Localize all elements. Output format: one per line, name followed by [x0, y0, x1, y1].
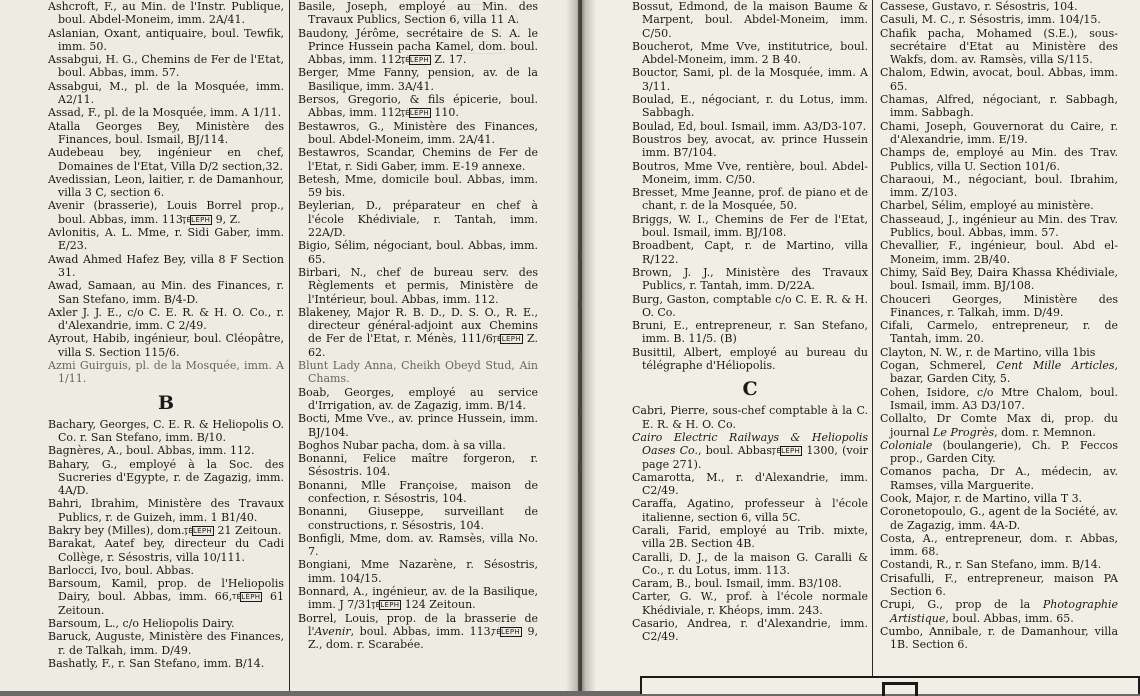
entry-text: Bahri, Ibrahim, Ministère des Travaux Publics, r. de Guizeh, imm. 1 B1/40.: [48, 497, 284, 524]
binding-stitch: [578, 462, 582, 471]
directory-entry: [880, 0, 1118, 13]
entry-text: Comanos pacha, Dr A., médecin, av. Ramses, villa Marguerite.: [880, 465, 1118, 492]
entry-text: Assad, F., pl. de la Mosquée, imm. A 1/11.: [48, 106, 282, 120]
entry-text: Atalla Georges Bey, Ministère des Finances, boul. Ismail, BJ/114.: [48, 119, 284, 146]
entry-text: Assabgui, H. G., Chemins de Fer de l'Etat, boul. Abbas, imm. 57.: [48, 53, 284, 80]
entry-text: Cifali, Carmelo, entrepreneur, r. de Tantah, imm. 20.: [880, 319, 1118, 346]
directory-entry: [298, 173, 538, 200]
entry-text: Boghos Nubar pacha, dom. à sa villa.: [298, 438, 506, 452]
entry-text: Bakry bey (Milles), dom.,: [48, 523, 189, 537]
bottom-advertisement-frame: [640, 676, 1140, 694]
directory-entry: [632, 524, 868, 551]
directory-entry: [880, 598, 1118, 625]
directory-entry: [880, 346, 1118, 359]
directory-entry: [632, 266, 868, 293]
entry-text: Barsoum, Kamil, prop. de l'Heliopolis Dairy, boul. Abbas, imm. 66,: [48, 577, 284, 604]
directory-entry: [632, 133, 868, 160]
entry-text: Blunt Lady Anna, Cheikh Obeyd Stud, Ain Chams.: [298, 359, 538, 386]
entry-text-after: 9, Z.: [212, 212, 241, 226]
directory-entry: [880, 532, 1118, 559]
directory-entry: [298, 27, 538, 67]
entry-text-after: Z. 62.: [308, 332, 538, 359]
column-rule-right: [872, 0, 873, 691]
entry-text: Bresset, Mme Jeanne, prof. de piano et de chant, r. de la Mosquée, 50.: [632, 186, 868, 213]
directory-entry: [48, 657, 284, 670]
directory-entry: [48, 173, 284, 200]
directory-entry: [48, 630, 284, 657]
directory-entry: [48, 524, 284, 537]
entry-text: Betesh, Mme, domicile boul. Abbas, imm. 59 bis.: [298, 172, 538, 200]
entry-text: Baruck, Auguste, Ministère des Finances, r. de Talkah, imm. D/49.: [48, 630, 284, 657]
directory-entry: [298, 146, 538, 173]
entry-text: Borrel, Louis, prop. de la brasserie de l': [298, 611, 538, 638]
entry-text: Chimy, Saïd Bey, Daira Khassa Khédiviale, boul. Ismail, imm. BJ/108.: [880, 265, 1118, 293]
column-3: [632, 0, 868, 691]
entry-text: Coronetopoulo, G., agent de la Société, av. de Zagazig, imm. 4A-D.: [880, 505, 1118, 532]
entry-text: Camarotta, M., r. d'Alexandrie, imm. C2/49.: [632, 470, 868, 498]
entry-text: Cohen, Isidore, c/o Mtre Chalom, boul. Ismail, imm. A3 D3/107.: [880, 385, 1118, 412]
directory-entry: [880, 199, 1118, 212]
entry-text: Birbari, N., chef de bureau serv. des Règlements et permis, Ministère de l'Intérieur, boul. Abbas, imm. 112.: [298, 265, 538, 306]
directory-entry: [48, 279, 284, 306]
directory-entry: [298, 306, 538, 359]
telephone-badge: TÉLÉPH: [492, 335, 521, 344]
directory-entry: [298, 266, 538, 306]
entry-text: Baudony, Jérôme, secrétaire de S. A. le Prince Hussein pacha Kamel, dom. boul. Abbas, imm. 112,: [298, 26, 538, 67]
directory-entry: [632, 497, 868, 524]
entry-text: Chamas, Alfred, négociant, r. Sabbagh, imm. Sabbagh.: [880, 93, 1118, 120]
column-rule-left: [289, 0, 290, 691]
entry-text: Awad Ahmed Hafez Bey, villa 8 F Section 31.: [48, 252, 284, 279]
entry-text-after: 124 Zeitoun.: [401, 598, 476, 612]
entry-text-after: 61 Zeitoun.: [58, 590, 284, 617]
entry-text-after: 1300, (voir page 271).: [642, 444, 868, 471]
telephone-badge: TÉLÉPH: [400, 56, 429, 65]
entry-text: Barakat, Aatef bey, directeur du Cadi Collège, r. Sésostris, villa 10/111.: [48, 537, 284, 564]
binding-stitch: [578, 300, 582, 309]
entry-text: Charbel, Sélim, employé au ministère.: [880, 199, 1094, 213]
entry-text: Carali, Farid, employé au Trib. mixte, villa 2B. Section 4B.: [632, 523, 868, 551]
entry-italic-text: Photographie Artistique: [890, 598, 1118, 625]
entry-text: Busittil, Albert, employé au bureau du télégraphe d'Héliopolis.: [632, 345, 868, 373]
binding-stitch: [578, 408, 582, 417]
directory-entry: [48, 146, 284, 173]
directory-entry: [298, 585, 538, 612]
entry-text: Burg, Gaston, comptable c/o C. E. R. & H. O. Co.: [632, 292, 868, 319]
section-letter: C: [742, 378, 758, 401]
telephone-badge: TÉLÉPH: [370, 601, 400, 610]
binding-stitch: [578, 352, 582, 361]
entry-text: Bashatly, F., r. San Stefano, imm. B/14.: [48, 656, 265, 670]
entry-text: Axler J. J. E., c/o C. E. R. & H. O. Co., r. d'Alexandrie, imm. C 2/49.: [48, 305, 284, 333]
directory-entry: [48, 120, 284, 147]
entry-text: Caraffa, Agatino, professeur à l'école italienne, section 6, villa 5C.: [632, 497, 868, 524]
book-gutter: [566, 0, 596, 691]
entry-italic-text: Cairo Electric Railways & Heliopolis Oases Co.: [632, 430, 868, 458]
directory-entry: [880, 13, 1118, 26]
entry-text: Cassese, Gustavo, r. Sésostris, 104.: [880, 0, 1078, 13]
directory-entry: [880, 412, 1118, 439]
directory-entry: [880, 93, 1118, 120]
entry-text: Boucherot, Mme Vve, institutrice, boul. Abdel-Moneim, imm. 2 B 40.: [632, 39, 868, 67]
directory-entry: [632, 577, 868, 590]
directory-entry: [298, 558, 538, 585]
directory-entry: [880, 173, 1118, 200]
entry-text: Boab, Georges, employé au service d'Irrigation, av. de Zagazig, imm. B/14.: [298, 385, 538, 412]
directory-entry: [48, 497, 284, 524]
directory-entry: [48, 53, 284, 80]
entry-text: Bahary, G., employé à la Soc. des Sucreries d'Egypte, r. de Zagazig, imm. 4A/D.: [48, 457, 284, 498]
directory-entry: [880, 319, 1118, 346]
entry-text: Barlocci, Ivo, boul. Abbas.: [48, 563, 195, 577]
directory-entry: [298, 479, 538, 506]
directory-entry: [632, 66, 868, 93]
directory-entry: [880, 439, 1118, 466]
entry-text: Ashcroft, F., au Min. de l'Instr. Publique, boul. Abdel-Moneim, imm. 2A/41.: [48, 0, 284, 27]
entry-text: Ayrout, Habib, ingénieur, boul. Cléopâtre, villa S. Section 115/6.: [48, 332, 284, 359]
directory-entry: [298, 0, 538, 27]
directory-entry: [880, 359, 1118, 386]
entry-italic-text: Le Progrès: [933, 425, 995, 439]
entry-text: Basile, Joseph, employé au Min. des Travaux Publics, Section 6, villa 11 A.: [298, 0, 538, 27]
directory-entry: [298, 199, 538, 239]
entry-text: Avedissian, Leon, laitier, r. de Damanhour, villa 3 C, section 6.: [48, 172, 284, 200]
entry-text: Crisafulli, F., entrepreneur, maison PA Section 6.: [880, 571, 1118, 599]
entry-text: Bossut, Edmond, de la maison Baume & Marpent, boul. Abdel-Moneim, imm. C/50.: [632, 0, 868, 40]
entry-text: Collalto, Dr Comte Max di, prop. du journal: [880, 412, 1118, 439]
directory-entry: [880, 465, 1118, 492]
entry-text: Bigio, Sélim, négociant, boul. Abbas, imm. 65.: [298, 239, 538, 266]
binding-stitch: [578, 250, 582, 259]
entry-italic-text: Coloniale: [880, 438, 933, 452]
directory-entry: [880, 386, 1118, 413]
directory-entry: [880, 120, 1118, 147]
directory-entry: [48, 359, 284, 386]
entry-text: Bersos, Gregorio, & fils épicerie, boul. Abbas, imm. 112,: [298, 93, 538, 120]
entry-text: , boul. Abbas, imm. 65.: [945, 611, 1074, 625]
entry-text: Boulad, Ed, boul. Ismail, imm. A3/D3-107.: [632, 119, 867, 133]
entry-text: Bonnard, A., ingénieur, av. de la Basilique, imm. J 7/31,: [298, 585, 538, 612]
entry-text: Boustros bey, avocat, av. prince Hussein imm. B7/104.: [632, 132, 868, 160]
directory-entry: [298, 359, 538, 386]
directory-entry: [298, 452, 538, 479]
entry-text: (boulangerie), Ch. P. Feccos prop., Garden City.: [890, 438, 1118, 466]
directory-entry: [48, 418, 284, 445]
entry-text: , boul. Abbas,: [697, 444, 776, 458]
directory-entry: [632, 120, 868, 133]
directory-entry: [298, 439, 538, 452]
directory-entry: [880, 293, 1118, 320]
entry-text: Blakeney, Major R. B. D., D. S. O., R. E., directeur général-adjoint aux Chemins de Fer de l'Etat, r. Ménès, 111/6,: [298, 305, 538, 346]
directory-entry: [632, 551, 868, 578]
directory-entry: [48, 617, 284, 630]
entry-italic-text: Avenir: [314, 624, 351, 638]
entry-text-after: Z. 17.: [430, 53, 467, 67]
telephone-badge: TÉLÉPH: [400, 109, 429, 118]
entry-text: Cogan, Schmerel,: [880, 359, 997, 373]
directory-entry: [48, 444, 284, 457]
directory-entry: [298, 412, 538, 439]
entry-text: Bocti, Mme Vve., av. prince Hussein, imm. BJ/104.: [298, 412, 538, 439]
entry-text: Bonanni, Mlle Françoise, maison de confection, r. Sésostris, 104.: [298, 478, 538, 505]
directory-entry: [632, 404, 868, 431]
directory-entry: [298, 93, 538, 120]
entry-text: Clayton, N. W., r. de Martino, villa 1bis: [880, 345, 1096, 359]
bottom-advertisement-ornament: [882, 682, 918, 696]
entry-text: Cabri, Pierre, sous-chef comptable à la C. E. R. & H. O. Co.: [632, 404, 868, 431]
entry-text: Charaoui, M., négociant, boul. Ibrahim, imm. Z/103.: [880, 172, 1118, 200]
entry-text: Brown, J. J., Ministère des Travaux Publics, r. Tantah, imm. D/22A.: [632, 265, 868, 293]
directory-entry: [632, 319, 868, 346]
entry-text: Bagnères, A., boul. Abbas, imm. 112.: [48, 444, 255, 458]
entry-text: Chalom, Edwin, avocat, boul. Abbas, imm. 65.: [880, 66, 1118, 93]
entry-text: Chami, Joseph, Gouvernorat du Caire, r. d'Alexandrie, imm. E/19.: [880, 119, 1118, 146]
directory-entry: [880, 505, 1118, 532]
entry-text-after: 9, Z., dom. r. Scarabée.: [308, 624, 538, 652]
directory-entry: [298, 505, 538, 532]
directory-entry: [880, 27, 1118, 67]
entry-text: Beylerian, D., préparateur en chef à l'école Khédiviale, r. Tantah, imm. 22A/D.: [298, 199, 538, 240]
entry-text: Aslanian, Oxant, antiquaire, boul. Tewfik, imm. 50.: [48, 26, 284, 53]
entry-text: Barsoum, L., c/o Heliopolis Dairy.: [48, 617, 235, 631]
directory-entry: [298, 120, 538, 147]
directory-entry: [48, 106, 284, 119]
column-1: [48, 0, 284, 691]
directory-entry: [48, 564, 284, 577]
section-letter: B: [157, 391, 175, 414]
entry-text: Chafik pacha, Mohamed (S.E.), sous-secrétaire d'Etat au Ministère des Wakfs, dom. av. Ramsès, villa S/115.: [880, 26, 1118, 67]
directory-entry: [632, 93, 868, 120]
entry-text: Assabgui, M., pl. de la Mosquée, imm. A2/11.: [48, 79, 284, 107]
entry-text: Boulad, E., négociant, r. du Lotus, imm. Sabbagh.: [632, 93, 868, 120]
directory-entry: [48, 199, 284, 226]
directory-entry: [48, 332, 284, 359]
entry-text: Bachary, Georges, C. E. R. & Heliopolis O. Co. r. San Stefano, imm. B/10.: [48, 417, 284, 444]
directory-entry: [298, 66, 538, 93]
directory-entry: [632, 0, 868, 40]
entry-text: Casario, Andrea, r. d'Alexandrie, imm. C2/49.: [632, 617, 868, 644]
entry-text: Crupi, G., prop de la: [880, 598, 1043, 612]
directory-entry: [632, 590, 868, 617]
entry-text: Bonfigli, Mme, dom. av. Ramsès, villa No. 7.: [298, 531, 538, 559]
entry-text: Chasseaud, J., ingénieur au Min. des Trav. Publics, boul. Abbas, imm. 57.: [880, 212, 1118, 240]
entry-text-after: 21 Zeitoun.: [214, 523, 282, 537]
directory-entry: [48, 253, 284, 280]
directory-entry: [880, 558, 1118, 571]
entry-text: Bestawros, Scandar, Chemins de Fer de l'Etat, r. Sidi Gaber, imm. E-19 annexe.: [298, 146, 538, 173]
directory-entry: [880, 492, 1118, 505]
directory-entry: [632, 160, 868, 187]
directory-entry: [632, 293, 868, 320]
directory-entry: [632, 346, 868, 373]
directory-entry: [48, 306, 284, 333]
entry-text: Avenir (brasserie), Louis Borrel prop., boul. Abbas, imm. 113,: [48, 199, 284, 226]
entry-text: , boul. Abbas, imm. 113,: [350, 624, 495, 638]
entry-text: Bruni, E., entrepreneur, r. San Stefano, imm. B. 11/5. (B): [632, 319, 868, 346]
directory-entry: [48, 537, 284, 564]
directory-entry: [48, 0, 284, 27]
directory-entry: [880, 146, 1118, 173]
entry-text: Champs de, employé au Min. des Trav. Publics, villa U. Section 101/6.: [880, 146, 1118, 173]
entry-text: Bouctor, Sami, pl. de la Mosquée, imm. A 3/11.: [632, 66, 868, 93]
directory-entry: [48, 27, 284, 54]
entry-text: Bonanni, Giuseppe, surveillant de constructions, r. Sésostris, 104.: [298, 505, 538, 532]
directory-entry: [880, 239, 1118, 266]
directory-entry: [48, 458, 284, 498]
entry-text: Costa, A., entrepreneur, dom. r. Abbas, imm. 68.: [880, 531, 1118, 559]
directory-entry: [880, 572, 1118, 599]
directory-entry: [632, 239, 868, 266]
entry-text: Broadbent, Capt, r. de Martino, villa R/122.: [632, 239, 868, 266]
directory-entry: [632, 617, 868, 644]
entry-italic-text: Cent Mille Articles: [996, 359, 1115, 373]
entry-text: Berger, Mme Fanny, pension, av. de la Basilique, imm. 3A/41.: [298, 66, 538, 93]
entry-text: Cook, Major, r. de Martino, villa T 3.: [880, 491, 1083, 505]
telephone-badge: TÉLÉPH: [231, 593, 261, 602]
directory-entry: [298, 386, 538, 413]
entry-text: , dom. r. Memnon.: [994, 425, 1096, 439]
directory-entry: [298, 532, 538, 559]
entry-text: , bazar, Garden City, 5.: [890, 359, 1118, 386]
directory-entry: [880, 66, 1118, 93]
directory-entry: [298, 239, 538, 266]
entry-text: Bongiani, Mme Nazarène, r. Sésostris, imm. 104/15.: [298, 558, 538, 585]
entry-text: Avlonitis, A. L. Mme, r. Sidi Gaber, imm. E/23.: [48, 226, 284, 253]
entry-text: Audebeau bey, ingénieur en chef, Domaines de l'Etat, Villa D/2 section,32.: [48, 146, 284, 173]
directory-entry: [298, 612, 538, 652]
column-4: [880, 0, 1118, 691]
entry-text: Costandi, R., r. San Stefano, imm. B/14.: [880, 558, 1102, 572]
entry-text: Chouceri Georges, Ministère des Finances, r. Talkah, imm. D/49.: [880, 292, 1118, 319]
telephone-badge: TÉLÉPH: [491, 627, 520, 636]
column-2: [298, 0, 538, 691]
entry-text: Boutros, Mme Vve, rentière, boul. Abdel-Moneim, imm. C/50.: [632, 159, 868, 186]
entry-text: Cumbo, Annibale, r. de Damanhour, villa 1B. Section 6.: [880, 624, 1118, 652]
entry-text: Casuli, M. C., r. Sésostris, imm. 104/15.: [880, 13, 1101, 27]
entry-text: Briggs, W. I., Chemins de Fer de l'Etat, boul. Ismail, imm. BJ/108.: [632, 212, 868, 240]
telephone-badge: TÉLÉPH: [181, 215, 211, 224]
entry-text-after: 110.: [430, 106, 459, 120]
telephone-badge: TÉLÉPH: [771, 447, 801, 456]
directory-entry: [48, 577, 284, 617]
directory-entry: [632, 186, 868, 213]
entry-text: Caralli, D. J., de la maison G. Caralli & Co., r. du Lotus, imm. 113.: [632, 550, 868, 577]
telephone-badge: TÉLÉPH: [183, 526, 212, 535]
entry-text: Awad, Samaan, au Min. des Finances, r. San Stefano, imm. B/4-D.: [48, 279, 284, 306]
directory-entry: [632, 40, 868, 67]
directory-entry: [880, 213, 1118, 240]
directory-entry: [632, 213, 868, 240]
directory-entry: [880, 266, 1118, 293]
entry-text: Caram, B., boul. Ismail, imm. B3/108.: [632, 577, 842, 591]
directory-entry: [48, 80, 284, 107]
entry-text: Bestawros, G., Ministère des Finances, boul. Abdel-Moneim, imm. 2A/41.: [298, 119, 538, 146]
directory-entry: [632, 471, 868, 498]
entry-text: Bonanni, Felice maître forgeron, r. Sésostris. 104.: [298, 452, 538, 479]
entry-text: Chevallier, F., ingénieur, boul. Abd el-Moneim, imm. 2B/40.: [880, 239, 1118, 266]
directory-entry: [632, 431, 868, 471]
directory-entry: [880, 625, 1118, 652]
entry-text: Azmi Guirguis, pl. de la Mosquée, imm. A 1/11.: [48, 359, 284, 386]
entry-text: Carter, G. W., prof. à l'école normale Khédiviale, r. Khéops, imm. 243.: [632, 590, 868, 617]
directory-entry: [48, 226, 284, 253]
